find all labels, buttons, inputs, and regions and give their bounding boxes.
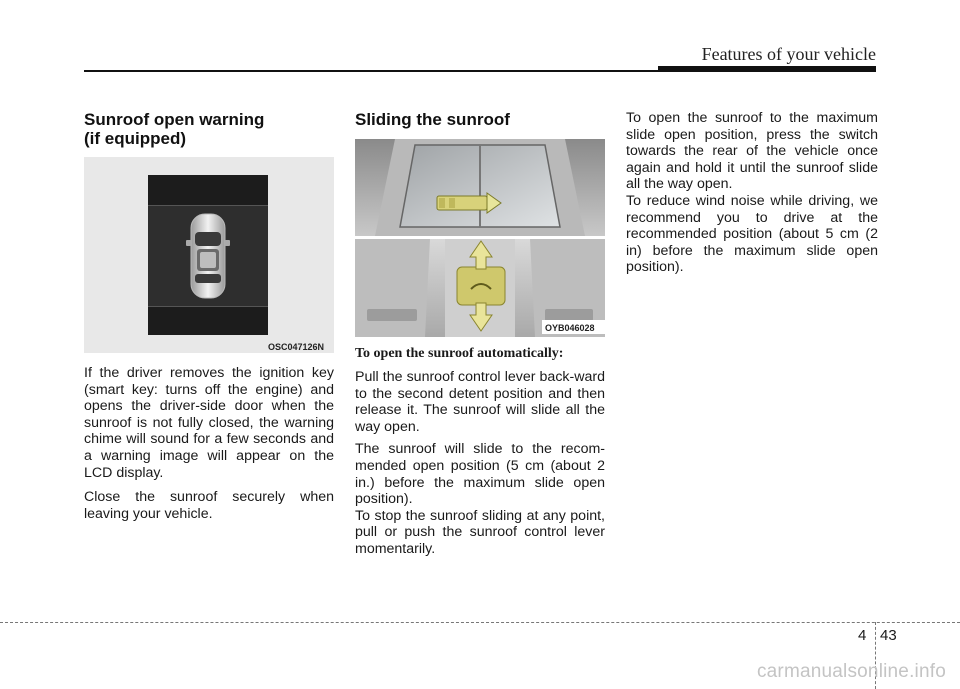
figure-label: OSC047126N [268,342,325,352]
section-heading-sliding-sunroof: Sliding the sunroof [355,110,510,129]
heading-line-2: (if equipped) [84,129,186,148]
column-middle [355,110,605,129]
running-header-title: Features of your vehicle [701,44,876,64]
lcd-screen [148,175,268,335]
paragraph: The sunroof will slide to the recom-mended open position (5 cm (about 2 in.) before the maximum slide open position). [355,441,605,508]
lcd-display-area [148,205,268,307]
chapter-number: 4 [858,627,867,644]
page-number: 43 [880,627,897,644]
figure-sunroof-lever [355,139,605,337]
watermark: carmanualsonline.info [756,661,946,682]
sunroof-illustration [355,139,605,337]
section-heading-sunroof-warning [84,110,334,148]
paragraph: If the driver removes the ignition key (smart key: turns off the engine) and opens the driver-side door when the sunroof is not fully closed, the warning chime will sound for a few seconds and a warning image will appear on the LCD display. [84,365,334,481]
paragraph: Close the sunroof securely when leaving your vehicle. [84,489,334,522]
subheading: To open the sunroof automatically: [355,346,564,361]
section1-text [84,365,334,522]
column-left [84,110,334,148]
section2-text [355,346,605,558]
heading-line-1: Sunroof open warning [84,110,265,129]
header-rule-accent [658,66,876,72]
paragraph: To reduce wind noise while driving, we recommend you to drive at the recommended position (about 5 cm (2 in) before the maximum slide open position). [626,192,878,276]
figure-label: OYB046028 [545,323,595,333]
paragraph: To stop the sunroof sliding at any point, pull or push the sunroof control lever momentarily. [355,507,605,557]
car-top-view-icon [148,206,268,306]
paragraph: To open the sunroof to the maximum slide open position, press the switch towards the rear of the vehicle once again and hold it until the sunroof slide all the way open. [626,110,878,193]
figure-lcd-warning [84,157,334,353]
column-right [626,110,878,276]
footer-rule [0,622,960,623]
paragraph: Pull the sunroof control lever back-ward to the second detent position and then release it. The sunroof will slide all the way open. [355,369,605,435]
